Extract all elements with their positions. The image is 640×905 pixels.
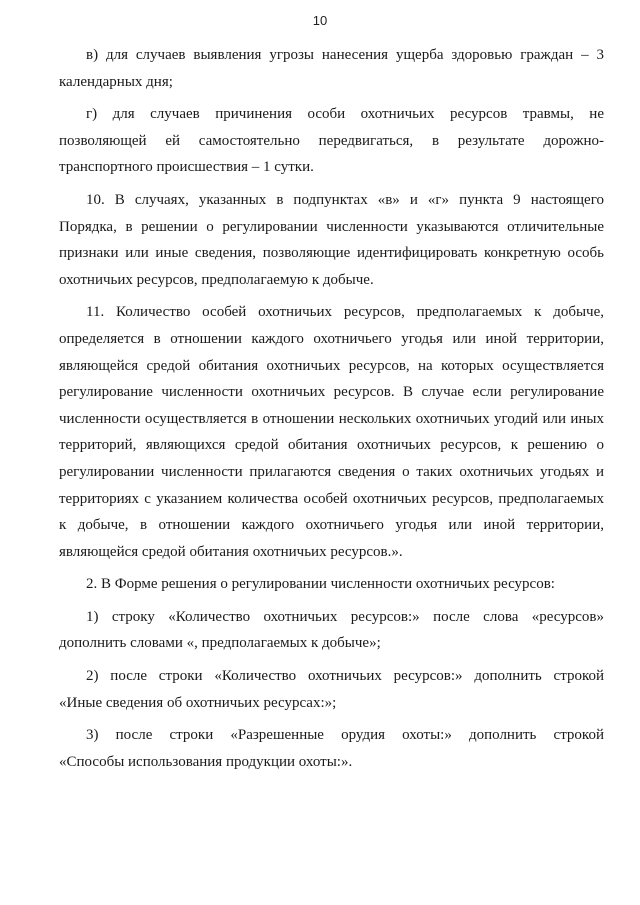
- text-line: территориях с указанием количества особей охотничьих ресурсов, предполагаемых: [59, 490, 604, 507]
- text-line: 11. Количество особей охотничьих ресурсов, предполагаемых к добыче,: [86, 304, 604, 321]
- paragraph-v: [59, 42, 604, 95]
- text-line: являющейся средой обитания охотничьих ресурсов.».: [59, 543, 403, 560]
- text-line: 2. В Форме решения о регулировании численности охотничьих ресурсов:: [86, 576, 555, 593]
- paragraph-11: [59, 299, 604, 565]
- document-body: [59, 42, 604, 775]
- text-line: являющейся средой обитания охотничьих ресурсов, на которых осуществляется: [59, 357, 604, 374]
- text-line: 2) после строки «Количество охотничьих ресурсов:» дополнить строкой: [86, 668, 604, 685]
- text-line: позволяющей ей самостоятельно передвигаться, в результате дорожно-: [59, 132, 604, 149]
- text-line: в) для случаев выявления угрозы нанесения ущерба здоровью граждан – 3: [86, 47, 604, 63]
- text-line: календарных дня;: [59, 73, 173, 90]
- text-line: определяется в отношении каждого охотничьего угодья или иной территории,: [59, 330, 604, 347]
- paragraph-g: [59, 101, 604, 181]
- text-line: г) для случаев причинения особи охотничьих ресурсов травмы, не: [86, 106, 604, 123]
- text-line: признаки или иные сведения, позволяющие идентифицировать конкретную особь: [59, 245, 604, 262]
- text-line: охотничьих ресурсов, предполагаемую к добыче.: [59, 271, 374, 288]
- text-line: транспортного происшествия – 1 сутки.: [59, 159, 314, 176]
- paragraph-2-2: [59, 663, 604, 716]
- text-line: регулирование численности охотничьих ресурсов. В случае если регулирование: [59, 384, 604, 401]
- paragraph-2-3: [59, 722, 604, 775]
- text-line: территорий, являющихся средой обитания охотничьих ресурсов, к решению о: [59, 437, 604, 454]
- text-line: 1) строку «Количество охотничьих ресурсов:» после слова «ресурсов»: [86, 608, 604, 625]
- text-line: регулировании численности прилагаются сведения о таких охотничьих угодьях и: [59, 463, 604, 480]
- page-number: 10: [312, 13, 328, 28]
- paragraph-2-1: [59, 604, 604, 657]
- text-line: «Способы использования продукции охоты:».: [59, 753, 353, 770]
- text-line: Порядка, в решении о регулировании численности указываются отличительные: [59, 218, 604, 235]
- text-line: 3) после строки «Разрешенные орудия охоты:» дополнить строкой: [86, 727, 604, 744]
- text-line: численности осуществляется в отношении нескольких охотничьих угодий или иных: [59, 410, 604, 427]
- paragraph-2: [59, 571, 604, 598]
- paragraph-10: [59, 187, 604, 293]
- text-line: «Иные сведения об охотничьих ресурсах:»;: [59, 694, 337, 711]
- text-line: к добыче, в отношении каждого охотничьего угодья или иной территории,: [59, 517, 604, 534]
- text-line: дополнить словами «, предполагаемых к добыче»;: [59, 635, 381, 652]
- text-line: 10. В случаях, указанных в подпунктах «в» и «г» пункта 9 настоящего: [86, 191, 604, 208]
